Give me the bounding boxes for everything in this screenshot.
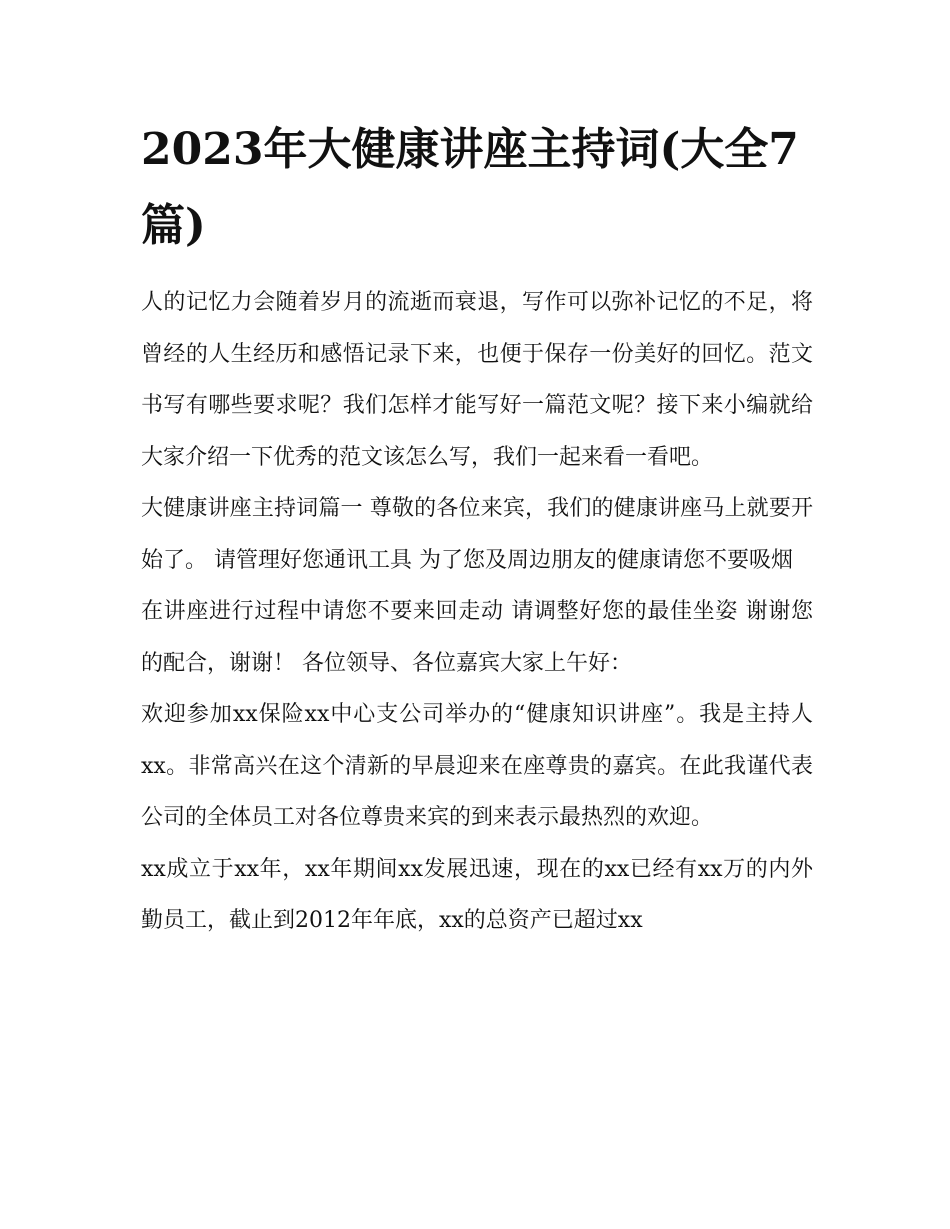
paragraph-welcome: 欢迎参加xx保险xx中心支公司举办的“健康知识讲座”。我是主持人xx。非常高兴在这个清新的早晨迎来在座尊贵的嘉宾。在此我谨代表公司的全体员工对各位尊贵来宾的到来表示最热烈的欢迎。 [141, 702, 814, 830]
paragraph-company: xx成立于xx年，xx年期间xx发展迅速，现在的xx已经有xx万的内外勤员工，截止到2012年年底，xx的总资产已超过xx [141, 856, 813, 933]
paragraph-reminder: 在讲座进行过程中请您不要来回走动 请调整好您的最佳坐姿 谢谢您的配合，谢谢！ 各位领导、各位嘉宾大家上午好： [141, 599, 813, 676]
page-title: 2023年大健康讲座主持词(大全7篇) [141, 124, 799, 251]
paragraph-intro: 人的记忆力会随着岁月的流逝而衰退，写作可以弥补记忆的不足，将曾经的人生经历和感悟记录下来，也便于保存一份美好的回忆。范文书写有哪些要求呢？我们怎样才能写好一篇范文呢？接下来小编就给大家介绍一下优秀的范文该怎么写，我们一起来看一看吧。 [141, 290, 813, 470]
paragraph-opening: 大健康讲座主持词篇一 尊敬的各位来宾，我们的健康讲座马上就要开始了。 请管理好您通讯工具 为了您及周边朋友的健康请您不要吸烟 [141, 496, 813, 573]
document-body [141, 277, 813, 947]
